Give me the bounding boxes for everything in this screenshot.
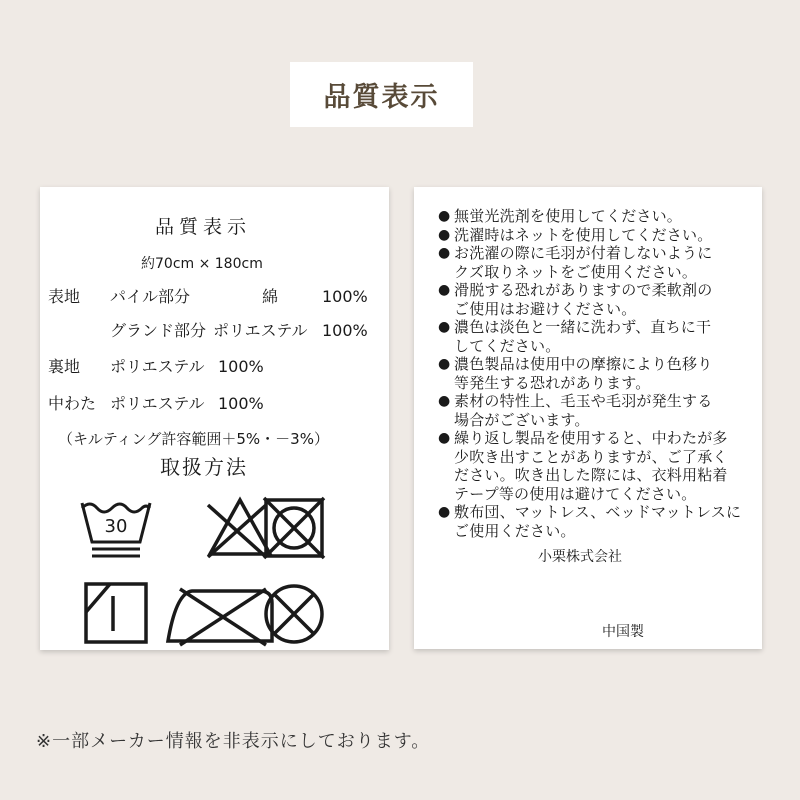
no-tumble-dry-icon xyxy=(264,498,324,558)
quality-label-title: 品質表示 xyxy=(155,216,252,238)
note-item: ● 洗濯時はネットを使用してください。 xyxy=(438,226,741,245)
percent-label: 100% xyxy=(322,287,368,306)
notes-list xyxy=(438,207,741,540)
note-item: ● 敷布団、マットレス、ベッドマットレスに ご使用ください。 xyxy=(438,503,741,540)
page-title: 品質表示 xyxy=(323,82,440,113)
percent-label: 100% xyxy=(218,394,264,413)
quality-label xyxy=(40,187,389,650)
material-label: ポリエステル xyxy=(110,394,205,413)
no-bleach-icon xyxy=(208,500,270,557)
no-iron-icon xyxy=(168,589,272,645)
note-item: ● 濃色製品は使用中の摩擦により色移り 等発生する恐れがあります。 xyxy=(438,355,741,392)
note-item: ● 繰り返し製品を使用すると、中わたが多 少吹き出すことがありますが、ご了承く ださい。吹き出した際には、衣料用粘着 テープ等の使用は避けてください。 xyxy=(438,429,741,503)
section-label: 裏地 xyxy=(48,357,81,376)
footnote: ※一部メーカー情報を非表示にしております。 xyxy=(36,731,431,752)
wash-30-gentle-icon xyxy=(82,503,150,556)
size-text: 約70cm × 180cm xyxy=(141,256,263,272)
title-box xyxy=(290,62,473,127)
percent-label: 100% xyxy=(218,357,264,376)
no-dry-clean-icon xyxy=(266,586,322,642)
section-label: 中わた xyxy=(48,394,97,413)
material-label: ポリエステル xyxy=(110,357,205,376)
care-heading: 取扱方法 xyxy=(160,455,248,479)
note-item: ● お洗濯の際に毛羽が付着しないように クズ取りネットをご使用ください。 xyxy=(438,244,741,281)
material-label: ポリエステル xyxy=(213,321,308,340)
note-item: ● 滑脱する恐れがありますので柔軟剤の ご使用はお避けください。 xyxy=(438,281,741,318)
note-item: ● 素材の特性上、毛玉や毛羽が発生する 場合がございます。 xyxy=(438,392,741,429)
tolerance-text: （キルティング許容範囲＋5%・－3%） xyxy=(58,430,329,448)
section-label: 表地 xyxy=(48,287,81,306)
line-dry-shade-icon xyxy=(86,584,146,642)
percent-label: 100% xyxy=(322,321,368,340)
note-item: ● 濃色は淡色と一緒に洗わず、直ちに干 してください。 xyxy=(438,318,741,355)
notes-label xyxy=(414,187,762,649)
part-label: パイル部分 xyxy=(110,287,191,306)
company-name: 小栗株式会社 xyxy=(538,549,622,565)
wash-temperature: 30 xyxy=(104,516,128,537)
material-label: 綿 xyxy=(262,287,279,306)
country-of-origin: 中国製 xyxy=(602,624,644,640)
part-label: グランド部分 xyxy=(110,321,207,340)
care-symbols xyxy=(40,187,389,650)
note-item: ● 無蛍光洗剤を使用してください。 xyxy=(438,207,741,226)
